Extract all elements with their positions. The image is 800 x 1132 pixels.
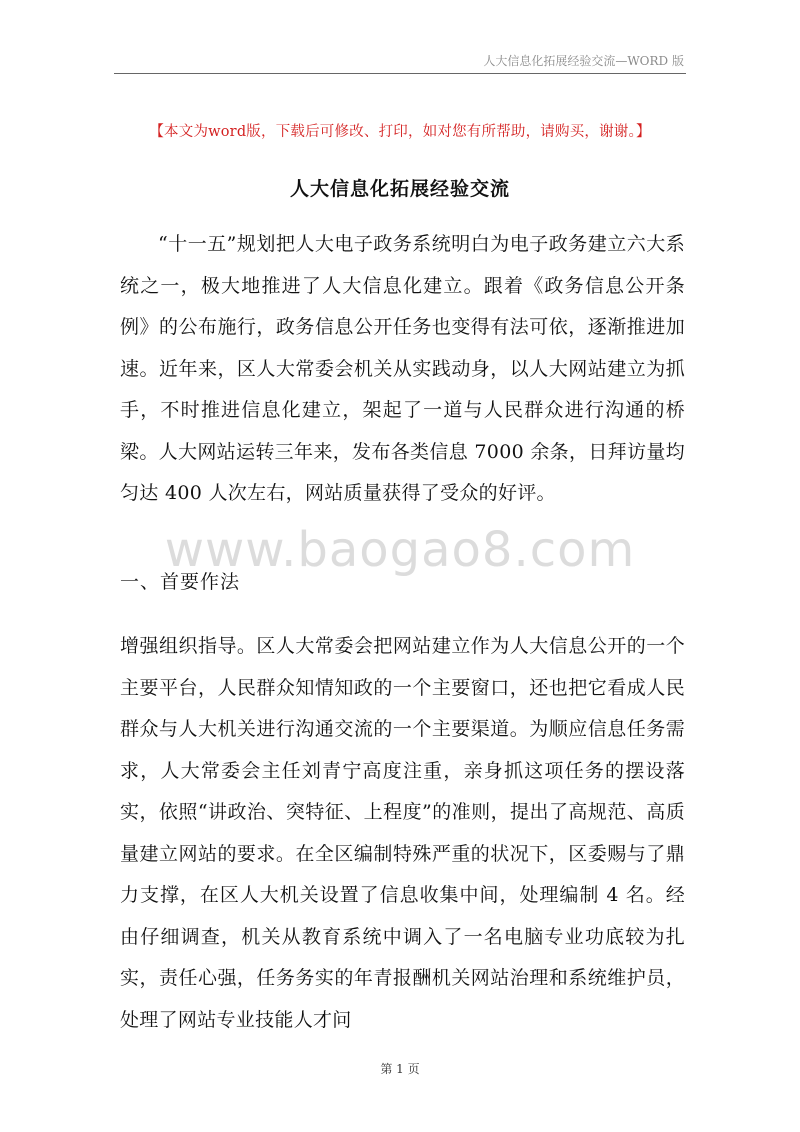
running-header: 人大信息化拓展经验交流—WORD 版 — [483, 54, 684, 68]
document-title: 人大信息化拓展经验交流 — [289, 178, 510, 200]
header-divider — [114, 73, 686, 74]
intro-paragraph: “十一五”规划把人大电子政务系统明白为电子政务建立六大系统之一，极大地推进了人大信息化建立。跟着《政务信息公开条例》的公布施行，政务信息公开任务也变得有法可依，逐渐推进加速。近年来，区人大常委会机关从实践动身，以人大网站建立为抓手，不时推进信息化建立，架起了一道与人民群众进行沟通的桥梁。人大网站运转三年来，发布各类信息 7000 余条，日拜访量均匀达 400 人次左右，网站质量获得了受众的好评。 — [120, 233, 685, 504]
body-paragraph: 增强组织指导。区人大常委会把网站建立作为人大信息公开的一个主要平台，人民群众知情知政的一个主要窗口，还也把它看成人民群众与人大机关进行沟通交流的一个主要渠道。为顺应信息任务需求，人大常委会主任刘青宁高度注重，亲身抓这项任务的摆设落实，依照“讲政治、突特征、上程度”的准则，提出了高规范、高质量建立网站的要求。在全区编制特殊严重的状况下，区委赐与了鼎力支撑，在区人大机关设置了信息收集中间，处理编制 4 名。经由仔细调查，机关从教育系统中调入了一名电脑专业功底较为扎实，责任心强，任务务实的年青报酬机关网站治理和系统维护员，处理了网站专业技能人才问 — [120, 635, 685, 1031]
page-number: 第 1 页 — [380, 1062, 420, 1076]
purchase-notice: 【本文为word版，下载后可修改、打印，如对您有所帮助，请购买，谢谢。】 — [149, 124, 651, 140]
section-heading: 一、首要作法 — [120, 571, 241, 593]
watermark: www.baogao8.com — [164, 522, 636, 578]
